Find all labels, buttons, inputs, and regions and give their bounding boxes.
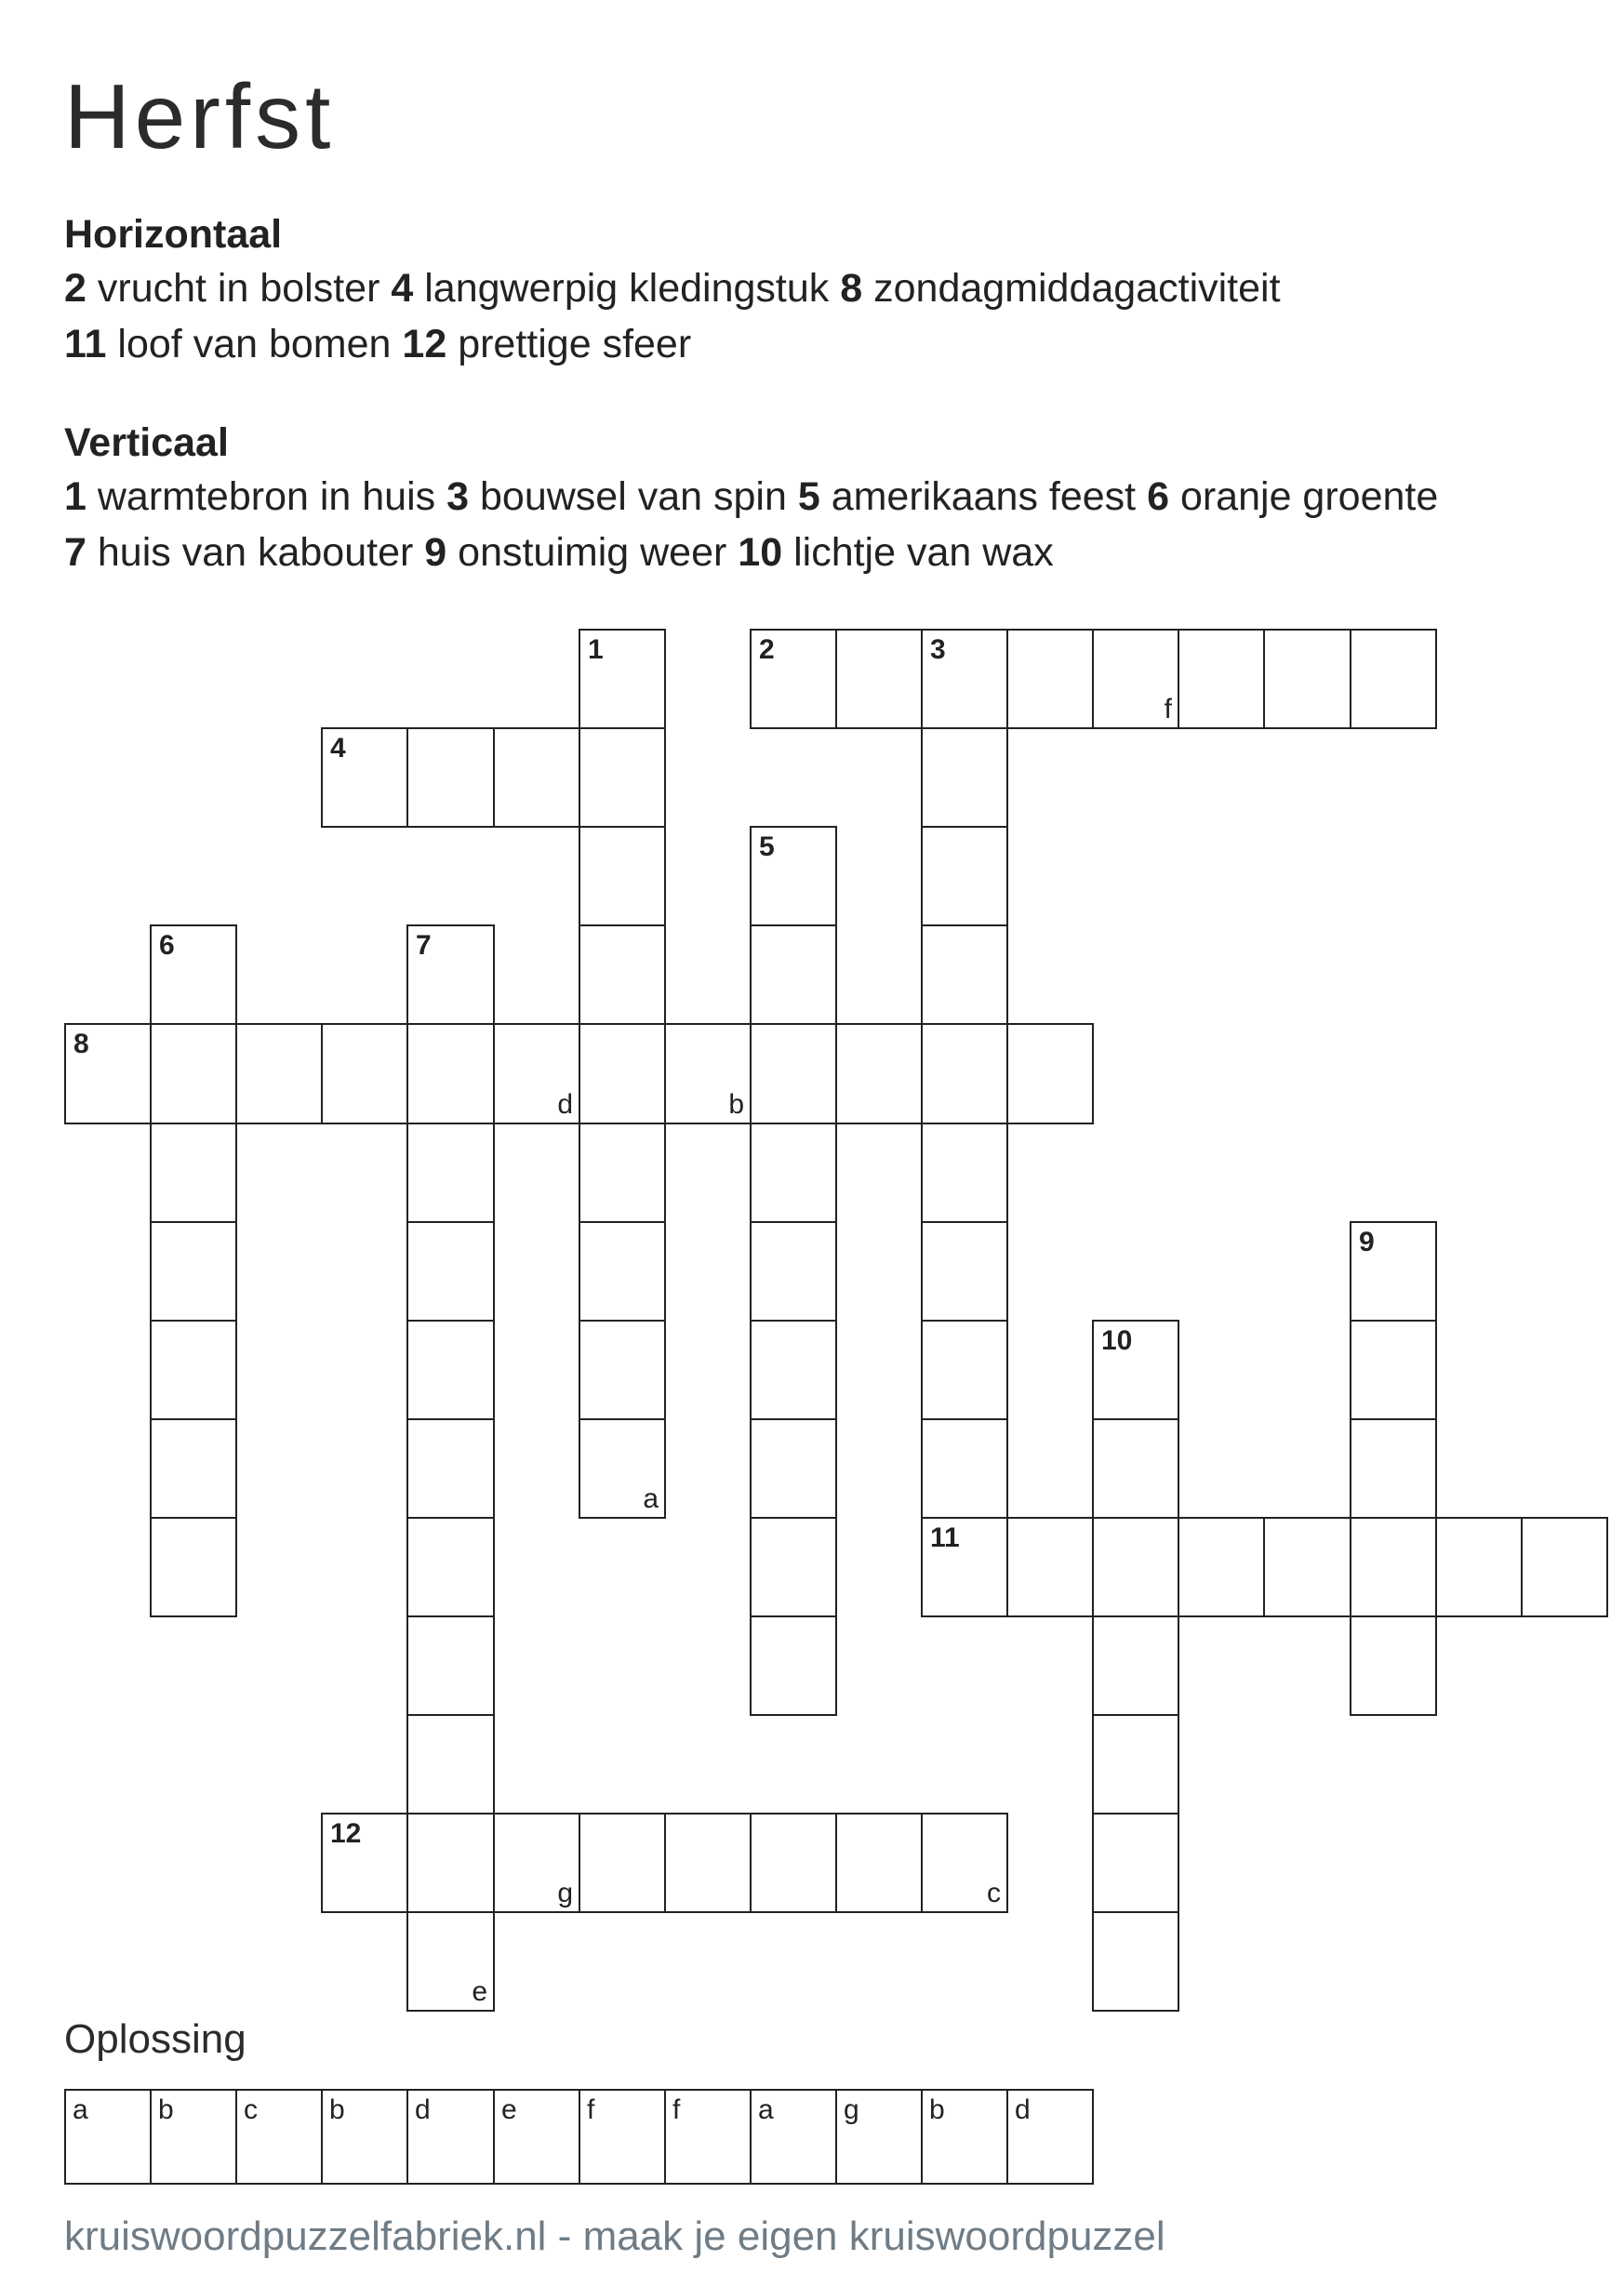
cell-clue-number: 11 [930,1522,960,1553]
solution-cell[interactable] [493,2089,580,2185]
cell-solution-letter: f [1164,694,1172,724]
grid-cell[interactable] [1092,1911,1179,2012]
solution-cell[interactable] [1006,2089,1094,2185]
cell-clue-number: 4 [330,733,346,764]
grid-cell[interactable] [750,1221,837,1322]
solution-cell[interactable] [235,2089,323,2185]
grid-cell[interactable] [921,1023,1008,1124]
cell-clue-number: 9 [1359,1227,1375,1257]
grid-cell[interactable] [921,924,1008,1025]
grid-cell[interactable] [406,1911,495,2012]
grid-cell[interactable] [750,1023,837,1124]
grid-cell[interactable] [406,727,495,828]
grid-cell[interactable] [1092,629,1179,729]
grid-cell[interactable] [321,1023,408,1124]
grid-cell[interactable] [1006,629,1094,729]
solution-cell[interactable] [835,2089,923,2185]
grid-cell[interactable] [1263,629,1351,729]
grid-cell[interactable] [1092,1320,1179,1420]
solution-key-letter: c [244,2094,258,2125]
solution-key-letter: b [158,2094,174,2125]
grid-cell[interactable] [579,629,666,729]
cell-clue-number: 7 [416,930,432,961]
grid-cell[interactable] [921,1123,1008,1223]
grid-cell[interactable] [493,1813,580,1913]
grid-cell[interactable] [1006,1023,1094,1124]
clue-text: amerikaans feest [831,474,1137,519]
grid-cell[interactable] [1350,1615,1437,1716]
clue-text: loof van bomen [117,322,392,366]
solution-key-letter: e [501,2094,517,2125]
grid-cell[interactable] [921,826,1008,926]
grid-cell[interactable] [1006,1517,1094,1617]
grid-cell[interactable] [750,1517,837,1617]
grid-cell[interactable] [835,1023,923,1124]
puzzle-title: Herfst [64,65,336,167]
clue-number: 11 [64,322,107,366]
grid-cell[interactable] [406,924,495,1025]
grid-cell[interactable] [406,1320,495,1420]
grid-cell[interactable] [579,924,666,1025]
cell-solution-letter: c [987,1878,1001,1908]
solution-cell[interactable] [750,2089,837,2185]
grid-cell[interactable] [493,1023,580,1124]
grid-cell[interactable] [579,727,666,828]
clue-text: langwerpig kledingstuk [424,266,830,311]
cell-clue-number: 8 [73,1029,89,1059]
cell-clue-number: 10 [1101,1325,1133,1356]
grid-cell[interactable] [750,1418,837,1519]
grid-cell[interactable] [1350,1320,1437,1420]
grid-cell[interactable] [579,1418,666,1519]
solution-cell[interactable] [64,2089,152,2185]
grid-cell[interactable] [750,826,837,926]
solution-key-letter: a [758,2094,774,2125]
grid-cell[interactable] [579,1221,666,1322]
solution-cell[interactable] [321,2089,408,2185]
grid-cell[interactable] [579,1320,666,1420]
clue-number: 2 [64,266,87,311]
clue-number: 8 [840,266,863,311]
grid-cell[interactable] [406,1123,495,1223]
clue-text: vrucht in bolster [97,266,380,311]
grid-cell[interactable] [1350,1221,1437,1322]
cell-clue-number: 2 [759,634,775,665]
grid-cell[interactable] [1178,1517,1265,1617]
cell-clue-number: 3 [930,634,946,665]
grid-cell[interactable] [579,1023,666,1124]
grid-cell[interactable] [406,1418,495,1519]
solution-cell[interactable] [921,2089,1008,2185]
solution-cell[interactable] [150,2089,237,2185]
cell-clue-number: 12 [330,1818,362,1849]
grid-cell[interactable] [750,1813,837,1913]
clue-text: oranje groente [1179,474,1439,519]
grid-cell[interactable] [406,1517,495,1617]
solution-key-letter: f [672,2094,681,2125]
grid-cell[interactable] [150,1023,237,1124]
grid-cell[interactable] [150,1221,237,1322]
grid-cell[interactable] [750,1123,837,1223]
down-heading: Verticaal [64,420,229,465]
clue-number: 4 [391,266,414,311]
grid-cell[interactable] [750,629,837,729]
solution-key-letter: d [415,2094,431,2125]
grid-cell[interactable] [150,924,237,1025]
grid-cell[interactable] [579,1813,666,1913]
grid-cell[interactable] [406,1714,495,1814]
clue-number: 12 [402,322,447,366]
grid-cell[interactable] [1092,1714,1179,1814]
grid-cell[interactable] [921,1517,1008,1617]
grid-cell[interactable] [921,1813,1008,1913]
cell-solution-letter: g [557,1878,573,1908]
grid-cell[interactable] [150,1517,237,1617]
solution-cell[interactable] [579,2089,666,2185]
clue-text: zondagmiddagactiviteit [873,266,1281,311]
grid-cell[interactable] [1521,1517,1608,1617]
solution-cell[interactable] [406,2089,495,2185]
clue-number: 5 [797,474,820,519]
grid-cell[interactable] [406,1221,495,1322]
clue-text: prettige sfeer [458,322,692,366]
grid-cell[interactable] [235,1023,323,1124]
grid-cell[interactable] [921,727,1008,828]
grid-cell[interactable] [1435,1517,1523,1617]
cell-solution-letter: d [557,1089,573,1120]
grid-cell[interactable] [835,629,923,729]
grid-cell[interactable] [835,1813,923,1913]
clue-text: warmtebron in huis [97,474,436,519]
grid-cell[interactable] [921,1320,1008,1420]
grid-cell[interactable] [321,727,408,828]
clue-number: 9 [424,530,447,575]
clue-number: 6 [1147,474,1169,519]
grid-cell[interactable] [1350,1418,1437,1519]
grid-cell[interactable] [1350,1517,1437,1617]
grid-cell[interactable] [321,1813,408,1913]
grid-cell[interactable] [750,1615,837,1716]
cell-solution-letter: e [472,1976,487,2007]
grid-cell[interactable] [1092,1418,1179,1519]
solution-key-letter: b [929,2094,945,2125]
clue-number: 3 [446,474,470,519]
grid-cell[interactable] [406,1023,495,1124]
grid-cell[interactable] [579,826,666,926]
solution-cell[interactable] [664,2089,752,2185]
grid-cell[interactable] [406,1813,495,1913]
grid-cell[interactable] [150,1123,237,1223]
grid-cell[interactable] [150,1418,237,1519]
grid-cell[interactable] [1178,629,1265,729]
solution-key-letter: g [844,2094,859,2125]
grid-cell[interactable] [150,1320,237,1420]
grid-cell[interactable] [921,1221,1008,1322]
grid-cell[interactable] [1092,1813,1179,1913]
solution-key-letter: b [329,2094,345,2125]
grid-cell[interactable] [750,1320,837,1420]
solution-key-letter: f [587,2094,595,2125]
grid-cell[interactable] [1263,1517,1351,1617]
clue-text: onstuimig weer [458,530,727,575]
clue-number: 7 [64,530,87,575]
grid-cell[interactable] [493,727,580,828]
grid-cell[interactable] [664,1813,752,1913]
grid-cell[interactable] [1092,1517,1179,1617]
grid-cell[interactable] [406,1615,495,1716]
clue-text: lichtje van wax [793,530,1054,575]
grid-cell[interactable] [579,1123,666,1223]
cell-solution-letter: b [728,1089,744,1120]
grid-cell[interactable] [921,1418,1008,1519]
grid-cell[interactable] [1350,629,1437,729]
across-heading: Horizontaal [64,212,283,257]
footer-text: kruiswoordpuzzelfabriek.nl - maak je eigen kruiswoordpuzzel [64,2213,1165,2259]
cell-clue-number: 6 [159,930,175,961]
clue-text: huis van kabouter [97,530,414,575]
clue-number: 10 [738,530,783,575]
clue-number: 1 [64,474,87,519]
grid-cell[interactable] [64,1023,152,1124]
solution-key-letter: a [73,2094,88,2125]
grid-cell[interactable] [921,629,1008,729]
grid-cell[interactable] [1092,1615,1179,1716]
clue-text: bouwsel van spin [479,474,787,519]
cell-clue-number: 1 [588,634,604,665]
solution-label: Oplossing [64,2016,246,2062]
cell-clue-number: 5 [759,831,775,862]
grid-cell[interactable] [664,1023,752,1124]
solution-key-letter: d [1015,2094,1031,2125]
cell-solution-letter: a [643,1483,659,1514]
grid-cell[interactable] [750,924,837,1025]
